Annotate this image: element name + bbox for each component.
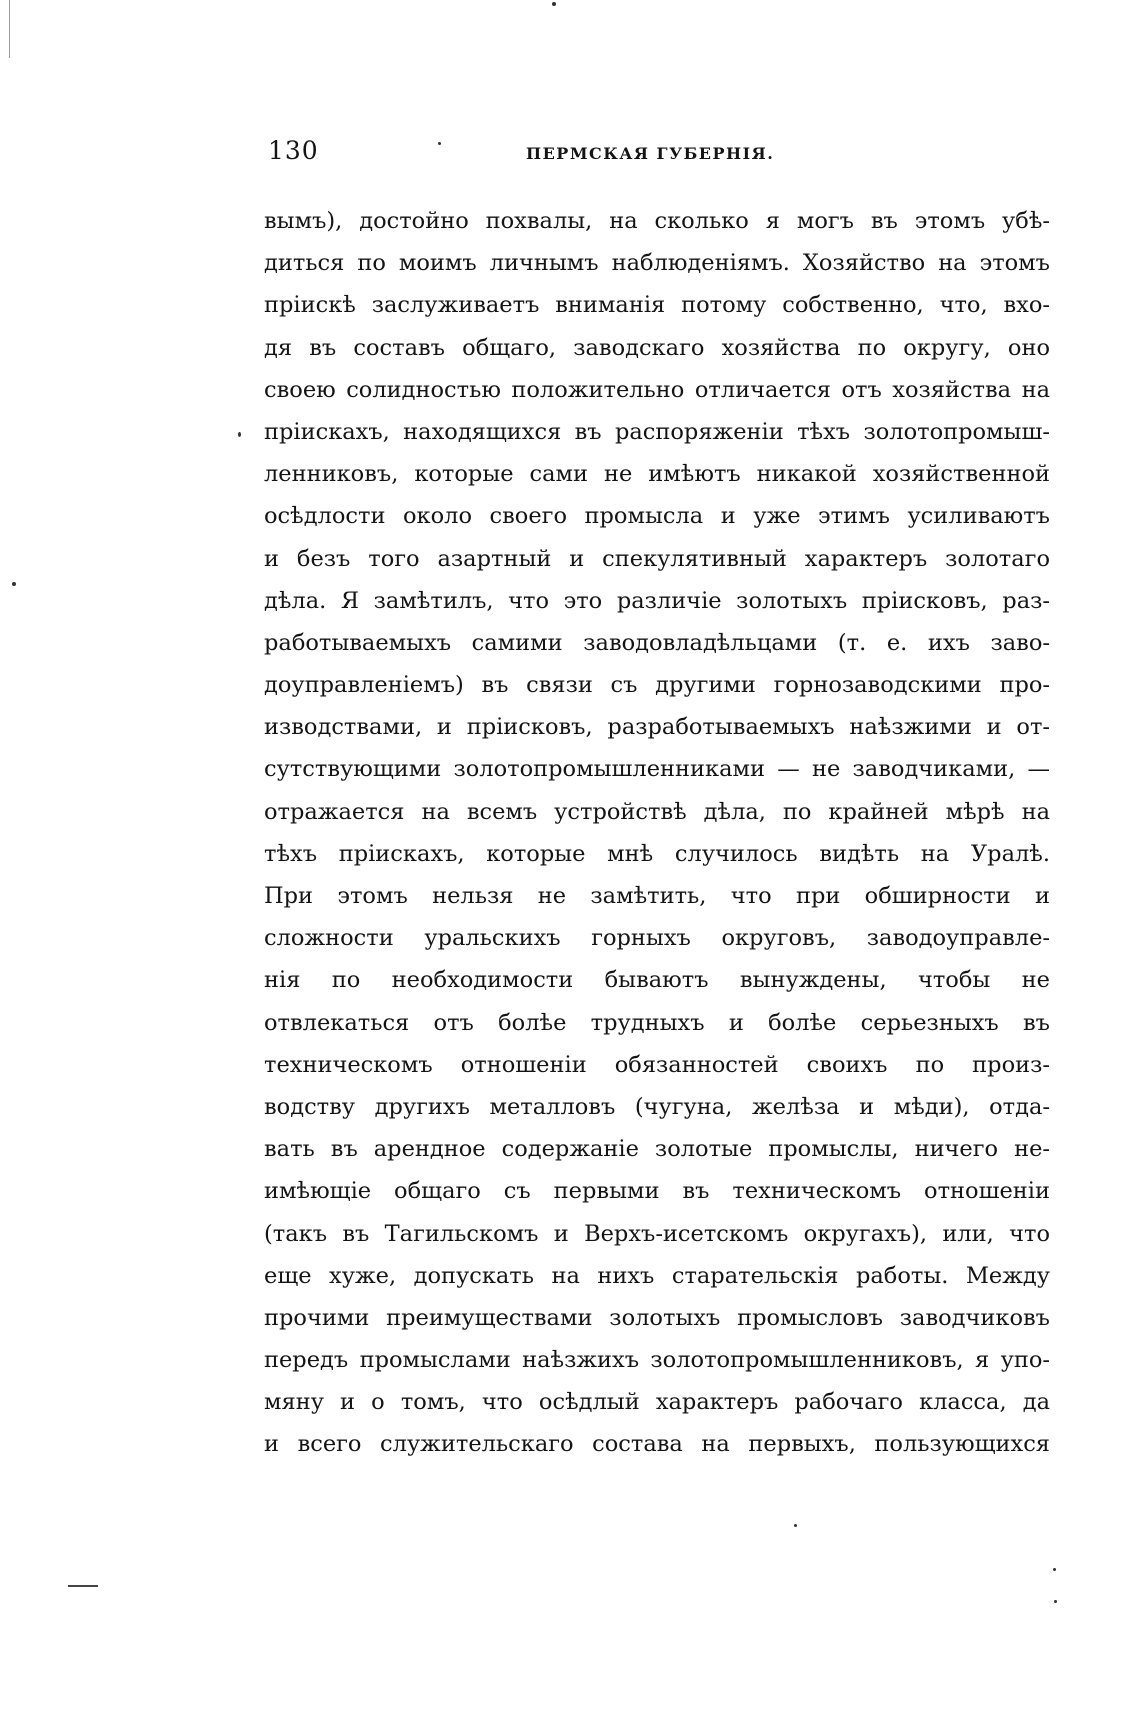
text-line: имѣющіе общаго съ первыми въ техническомъ отношеніи <box>264 1178 1050 1205</box>
text-line: сутствующими золотопромышленниками — не заводчиками, — <box>264 756 1050 783</box>
text-line: отражается на всемъ устройствѣ дѣла, по крайней мѣрѣ на <box>264 798 1050 825</box>
text-line: тѣхъ пріискахъ, которые мнѣ случилось видѣть на Уралѣ. <box>264 840 1050 867</box>
page-header <box>268 136 1044 176</box>
scan-speck <box>1053 1568 1056 1571</box>
text-line: своею солидностью положительно отличается отъ хозяйства на <box>264 376 1050 403</box>
text-line: и всего служительскаго состава на первыхъ, пользующихся <box>264 1431 1050 1458</box>
running-head: ПЕРМСКАЯ ГУБЕРНІЯ. <box>526 144 775 163</box>
text-line: мяну и о томъ, что осѣдлый характеръ рабочаго класса, да <box>264 1389 1050 1416</box>
text-line: дѣла. Я замѣтилъ, что это различіе золотыхъ пріисковъ, раз- <box>264 587 1050 614</box>
text-line: пріискѣ заслуживаетъ вниманія потому собственно, что, вхо- <box>264 292 1050 319</box>
text-line: водству другихъ металловъ (чугуна, желѣза и мѣди), отда- <box>264 1093 1050 1120</box>
text-line: отвлекаться отъ болѣе трудныхъ и болѣе серьезныхъ въ <box>264 1009 1050 1036</box>
text-line: прочими преимуществами золотыхъ промысловъ заводчиковъ <box>264 1304 1050 1331</box>
text-line: изводствами, и пріисковъ, разработываемыхъ наѣзжими и от- <box>264 714 1050 741</box>
scan-speck <box>552 2 556 6</box>
text-line: дя въ составъ общаго, заводскаго хозяйства по округу, оно <box>264 334 1050 361</box>
text-line: При этомъ нельзя не замѣтить, что при обширности и <box>264 883 1050 909</box>
scan-speck <box>12 582 16 586</box>
text-line: вать въ арендное содержаніе золотые промыслы, ничего не- <box>264 1136 1050 1163</box>
text-line: и безъ того азартный и спекулятивный характеръ золотаго <box>264 545 1050 572</box>
text-line: (такъ въ Тагильскомъ и Верхъ-исетскомъ округахъ), или, что <box>264 1220 1050 1247</box>
text-line: ленниковъ, которые сами не имѣютъ никакой хозяйственной <box>264 461 1050 488</box>
text-line: диться по моимъ личнымъ наблюденіямъ. Хозяйство на этомъ <box>264 250 1050 277</box>
text-line: доуправленіемъ) въ связи съ другими горнозаводскими про- <box>264 672 1050 699</box>
page-number: 130 <box>268 136 319 165</box>
scan-speck <box>794 1524 797 1527</box>
text-line: пріискахъ, находящихся въ распоряженіи тѣхъ золотопромыш- <box>264 418 1050 445</box>
text-line: сложности уральскихъ горныхъ округовъ, заводоуправле- <box>264 925 1050 952</box>
margin-mark <box>68 1585 98 1587</box>
scan-edge-line <box>9 0 10 58</box>
text-line: техническомъ отношеніи обязанностей своихъ по произ- <box>264 1051 1050 1078</box>
text-line: вымъ), достойно похвалы, на сколько я могъ въ этомъ убѣ- <box>264 208 1050 234</box>
text-line: осѣдлости около своего промысла и уже этимъ усиливаютъ <box>264 503 1050 530</box>
text-line: работываемыхъ самими заводовладѣльцами (т. е. ихъ заво- <box>264 629 1050 656</box>
scan-speck <box>1054 1600 1057 1603</box>
text-line: нія по необходимости бываютъ вынуждены, чтобы не <box>264 967 1050 994</box>
scan-speck <box>238 432 241 437</box>
body-text <box>264 200 1050 1466</box>
text-line: еще хуже, допускать на нихъ старательскія работы. Между <box>264 1262 1050 1289</box>
scan-speck <box>438 142 441 145</box>
text-line: передъ промыслами наѣзжихъ золотопромышленниковъ, я упо- <box>264 1347 1050 1374</box>
